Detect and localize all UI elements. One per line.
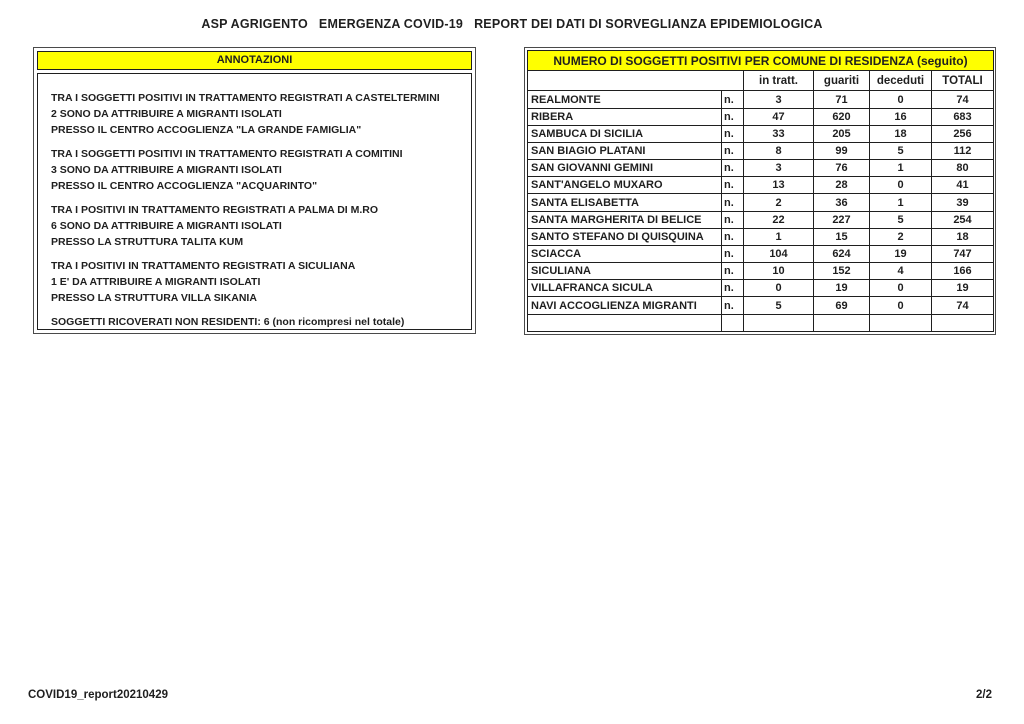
comune-cell: SANTA ELISABETTA — [528, 194, 722, 211]
column-header-guariti: guariti — [814, 71, 870, 91]
n-label-cell: n. — [722, 228, 744, 245]
deceduti-cell: 19 — [870, 245, 932, 262]
annotation-paragraph — [51, 90, 458, 138]
n-label-cell: n. — [722, 280, 744, 297]
table-row — [528, 211, 994, 228]
table-row — [528, 194, 994, 211]
annotation-line: SOGGETTI RICOVERATI NON RESIDENTI: 6 (non ricompresi nel totale) — [51, 316, 405, 328]
n-label-cell — [722, 314, 744, 331]
annotation-line: PRESSO IL CENTRO ACCOGLIENZA "LA GRANDE FAMIGLIA" — [51, 124, 362, 136]
in-tratt-cell: 13 — [744, 177, 814, 194]
deceduti-cell: 0 — [870, 177, 932, 194]
column-header-deceduti: deceduti — [870, 71, 932, 91]
annotation-paragraph — [51, 202, 458, 250]
annotations-header: ANNOTAZIONI — [37, 51, 472, 70]
table-row — [528, 160, 994, 177]
totali-cell: 19 — [932, 280, 994, 297]
comune-cell: SAN BIAGIO PLATANI — [528, 142, 722, 159]
deceduti-cell: 18 — [870, 125, 932, 142]
table-row — [528, 263, 994, 280]
column-header-in-tratt: in tratt. — [744, 71, 814, 91]
n-label-cell: n. — [722, 297, 744, 314]
deceduti-cell: 2 — [870, 228, 932, 245]
guariti-cell: 69 — [814, 297, 870, 314]
column-header-totali: TOTALI — [932, 71, 994, 91]
in-tratt-cell: 1 — [744, 228, 814, 245]
n-label-cell: n. — [722, 125, 744, 142]
table-row — [528, 125, 994, 142]
guariti-cell: 99 — [814, 142, 870, 159]
table-row — [528, 108, 994, 125]
table-row — [528, 142, 994, 159]
totali-cell: 747 — [932, 245, 994, 262]
page-title: ASP AGRIGENTO EMERGENZA COVID-19 REPORT DEI DATI DI SORVEGLIANZA EPIDEMIOLOGICA — [201, 17, 823, 31]
guariti-cell: 227 — [814, 211, 870, 228]
annotations-panel — [33, 47, 476, 334]
n-label-cell: n. — [722, 211, 744, 228]
in-tratt-cell: 3 — [744, 91, 814, 108]
in-tratt-cell: 10 — [744, 263, 814, 280]
in-tratt-cell: 33 — [744, 125, 814, 142]
totali-cell: 80 — [932, 160, 994, 177]
comune-cell: VILLAFRANCA SICULA — [528, 280, 722, 297]
n-label-cell: n. — [722, 263, 744, 280]
n-label-cell: n. — [722, 108, 744, 125]
in-tratt-cell: 2 — [744, 194, 814, 211]
n-label-cell: n. — [722, 194, 744, 211]
totali-cell — [932, 314, 994, 331]
in-tratt-cell: 8 — [744, 142, 814, 159]
totali-cell: 166 — [932, 263, 994, 280]
comune-cell: SICULIANA — [528, 263, 722, 280]
deceduti-cell: 0 — [870, 280, 932, 297]
totali-cell: 256 — [932, 125, 994, 142]
table-header-row — [528, 71, 994, 91]
table-row — [528, 228, 994, 245]
table-title-row — [528, 51, 994, 71]
guariti-cell: 76 — [814, 160, 870, 177]
comune-cell: RIBERA — [528, 108, 722, 125]
deceduti-cell: 0 — [870, 297, 932, 314]
deceduti-cell: 0 — [870, 91, 932, 108]
totali-cell: 18 — [932, 228, 994, 245]
n-label-cell: n. — [722, 160, 744, 177]
totali-cell: 41 — [932, 177, 994, 194]
n-label-cell: n. — [722, 91, 744, 108]
deceduti-cell — [870, 314, 932, 331]
comune-cell: REALMONTE — [528, 91, 722, 108]
annotation-line: TRA I SOGGETTI POSITIVI IN TRATTAMENTO REGISTRATI A COMITINI — [51, 148, 403, 160]
totali-cell: 683 — [932, 108, 994, 125]
table-row — [528, 280, 994, 297]
table-row — [528, 245, 994, 262]
deceduti-cell: 16 — [870, 108, 932, 125]
positives-table — [527, 50, 994, 332]
totali-cell: 112 — [932, 142, 994, 159]
in-tratt-cell: 104 — [744, 245, 814, 262]
comune-cell — [528, 314, 722, 331]
annotation-line: TRA I POSITIVI IN TRATTAMENTO REGISTRATI A SICULIANA — [51, 260, 356, 272]
in-tratt-cell: 5 — [744, 297, 814, 314]
comune-cell: SAN GIOVANNI GEMINI — [528, 160, 722, 177]
totali-cell: 254 — [932, 211, 994, 228]
annotation-paragraph — [51, 146, 458, 194]
guariti-cell: 205 — [814, 125, 870, 142]
totali-cell: 39 — [932, 194, 994, 211]
annotation-line: PRESSO LA STRUTTURA TALITA KUM — [51, 236, 244, 248]
n-label-cell: n. — [722, 142, 744, 159]
n-label-cell: n. — [722, 177, 744, 194]
deceduti-cell: 5 — [870, 211, 932, 228]
deceduti-cell: 5 — [870, 142, 932, 159]
deceduti-cell: 4 — [870, 263, 932, 280]
guariti-cell — [814, 314, 870, 331]
comune-cell: SCIACCA — [528, 245, 722, 262]
guariti-cell: 152 — [814, 263, 870, 280]
table-row — [528, 177, 994, 194]
annotation-line: PRESSO IL CENTRO ACCOGLIENZA "ACQUARINTO" — [51, 180, 318, 192]
table-title: NUMERO DI SOGGETTI POSITIVI PER COMUNE DI RESIDENZA (seguito) — [528, 51, 994, 71]
table-row — [528, 314, 994, 331]
positives-table-panel — [524, 47, 996, 335]
annotation-line: TRA I POSITIVI IN TRATTAMENTO REGISTRATI A PALMA DI M.RO — [51, 204, 379, 216]
guariti-cell: 15 — [814, 228, 870, 245]
deceduti-cell: 1 — [870, 160, 932, 177]
comune-cell: SANT'ANGELO MUXARO — [528, 177, 722, 194]
guariti-cell: 28 — [814, 177, 870, 194]
in-tratt-cell: 22 — [744, 211, 814, 228]
guariti-cell: 71 — [814, 91, 870, 108]
in-tratt-cell: 47 — [744, 108, 814, 125]
annotation-line: PRESSO LA STRUTTURA VILLA SIKANIA — [51, 292, 257, 304]
annotation-line: 3 SONO DA ATTRIBUIRE A MIGRANTI ISOLATI — [51, 164, 282, 176]
comune-cell: SANTA MARGHERITA DI BELICE — [528, 211, 722, 228]
table-body — [528, 91, 994, 332]
annotation-line: 1 E' DA ATTRIBUIRE A MIGRANTI ISOLATI — [51, 276, 261, 288]
totali-cell: 74 — [932, 91, 994, 108]
annotation-paragraph — [51, 314, 458, 330]
guariti-cell: 36 — [814, 194, 870, 211]
in-tratt-cell: 0 — [744, 280, 814, 297]
guariti-cell: 19 — [814, 280, 870, 297]
in-tratt-cell: 3 — [744, 160, 814, 177]
totali-cell: 74 — [932, 297, 994, 314]
guariti-cell: 624 — [814, 245, 870, 262]
footer-page-number: 2/2 — [976, 689, 992, 701]
in-tratt-cell — [744, 314, 814, 331]
table-row — [528, 297, 994, 314]
deceduti-cell: 1 — [870, 194, 932, 211]
guariti-cell: 620 — [814, 108, 870, 125]
comune-cell: SAMBUCA DI SICILIA — [528, 125, 722, 142]
footer-filename: COVID19_report20210429 — [28, 689, 168, 701]
comune-cell: SANTO STEFANO DI QUISQUINA — [528, 228, 722, 245]
annotations-body — [37, 73, 472, 330]
n-label-cell: n. — [722, 245, 744, 262]
annotation-paragraph — [51, 258, 458, 306]
annotation-line: 2 SONO DA ATTRIBUIRE A MIGRANTI ISOLATI — [51, 108, 282, 120]
column-header-blank — [528, 71, 744, 91]
annotation-line: 6 SONO DA ATTRIBUIRE A MIGRANTI ISOLATI — [51, 220, 282, 232]
annotation-line: TRA I SOGGETTI POSITIVI IN TRATTAMENTO REGISTRATI A CASTELTERMINI — [51, 92, 440, 104]
table-row — [528, 91, 994, 108]
comune-cell: NAVI ACCOGLIENZA MIGRANTI — [528, 297, 722, 314]
